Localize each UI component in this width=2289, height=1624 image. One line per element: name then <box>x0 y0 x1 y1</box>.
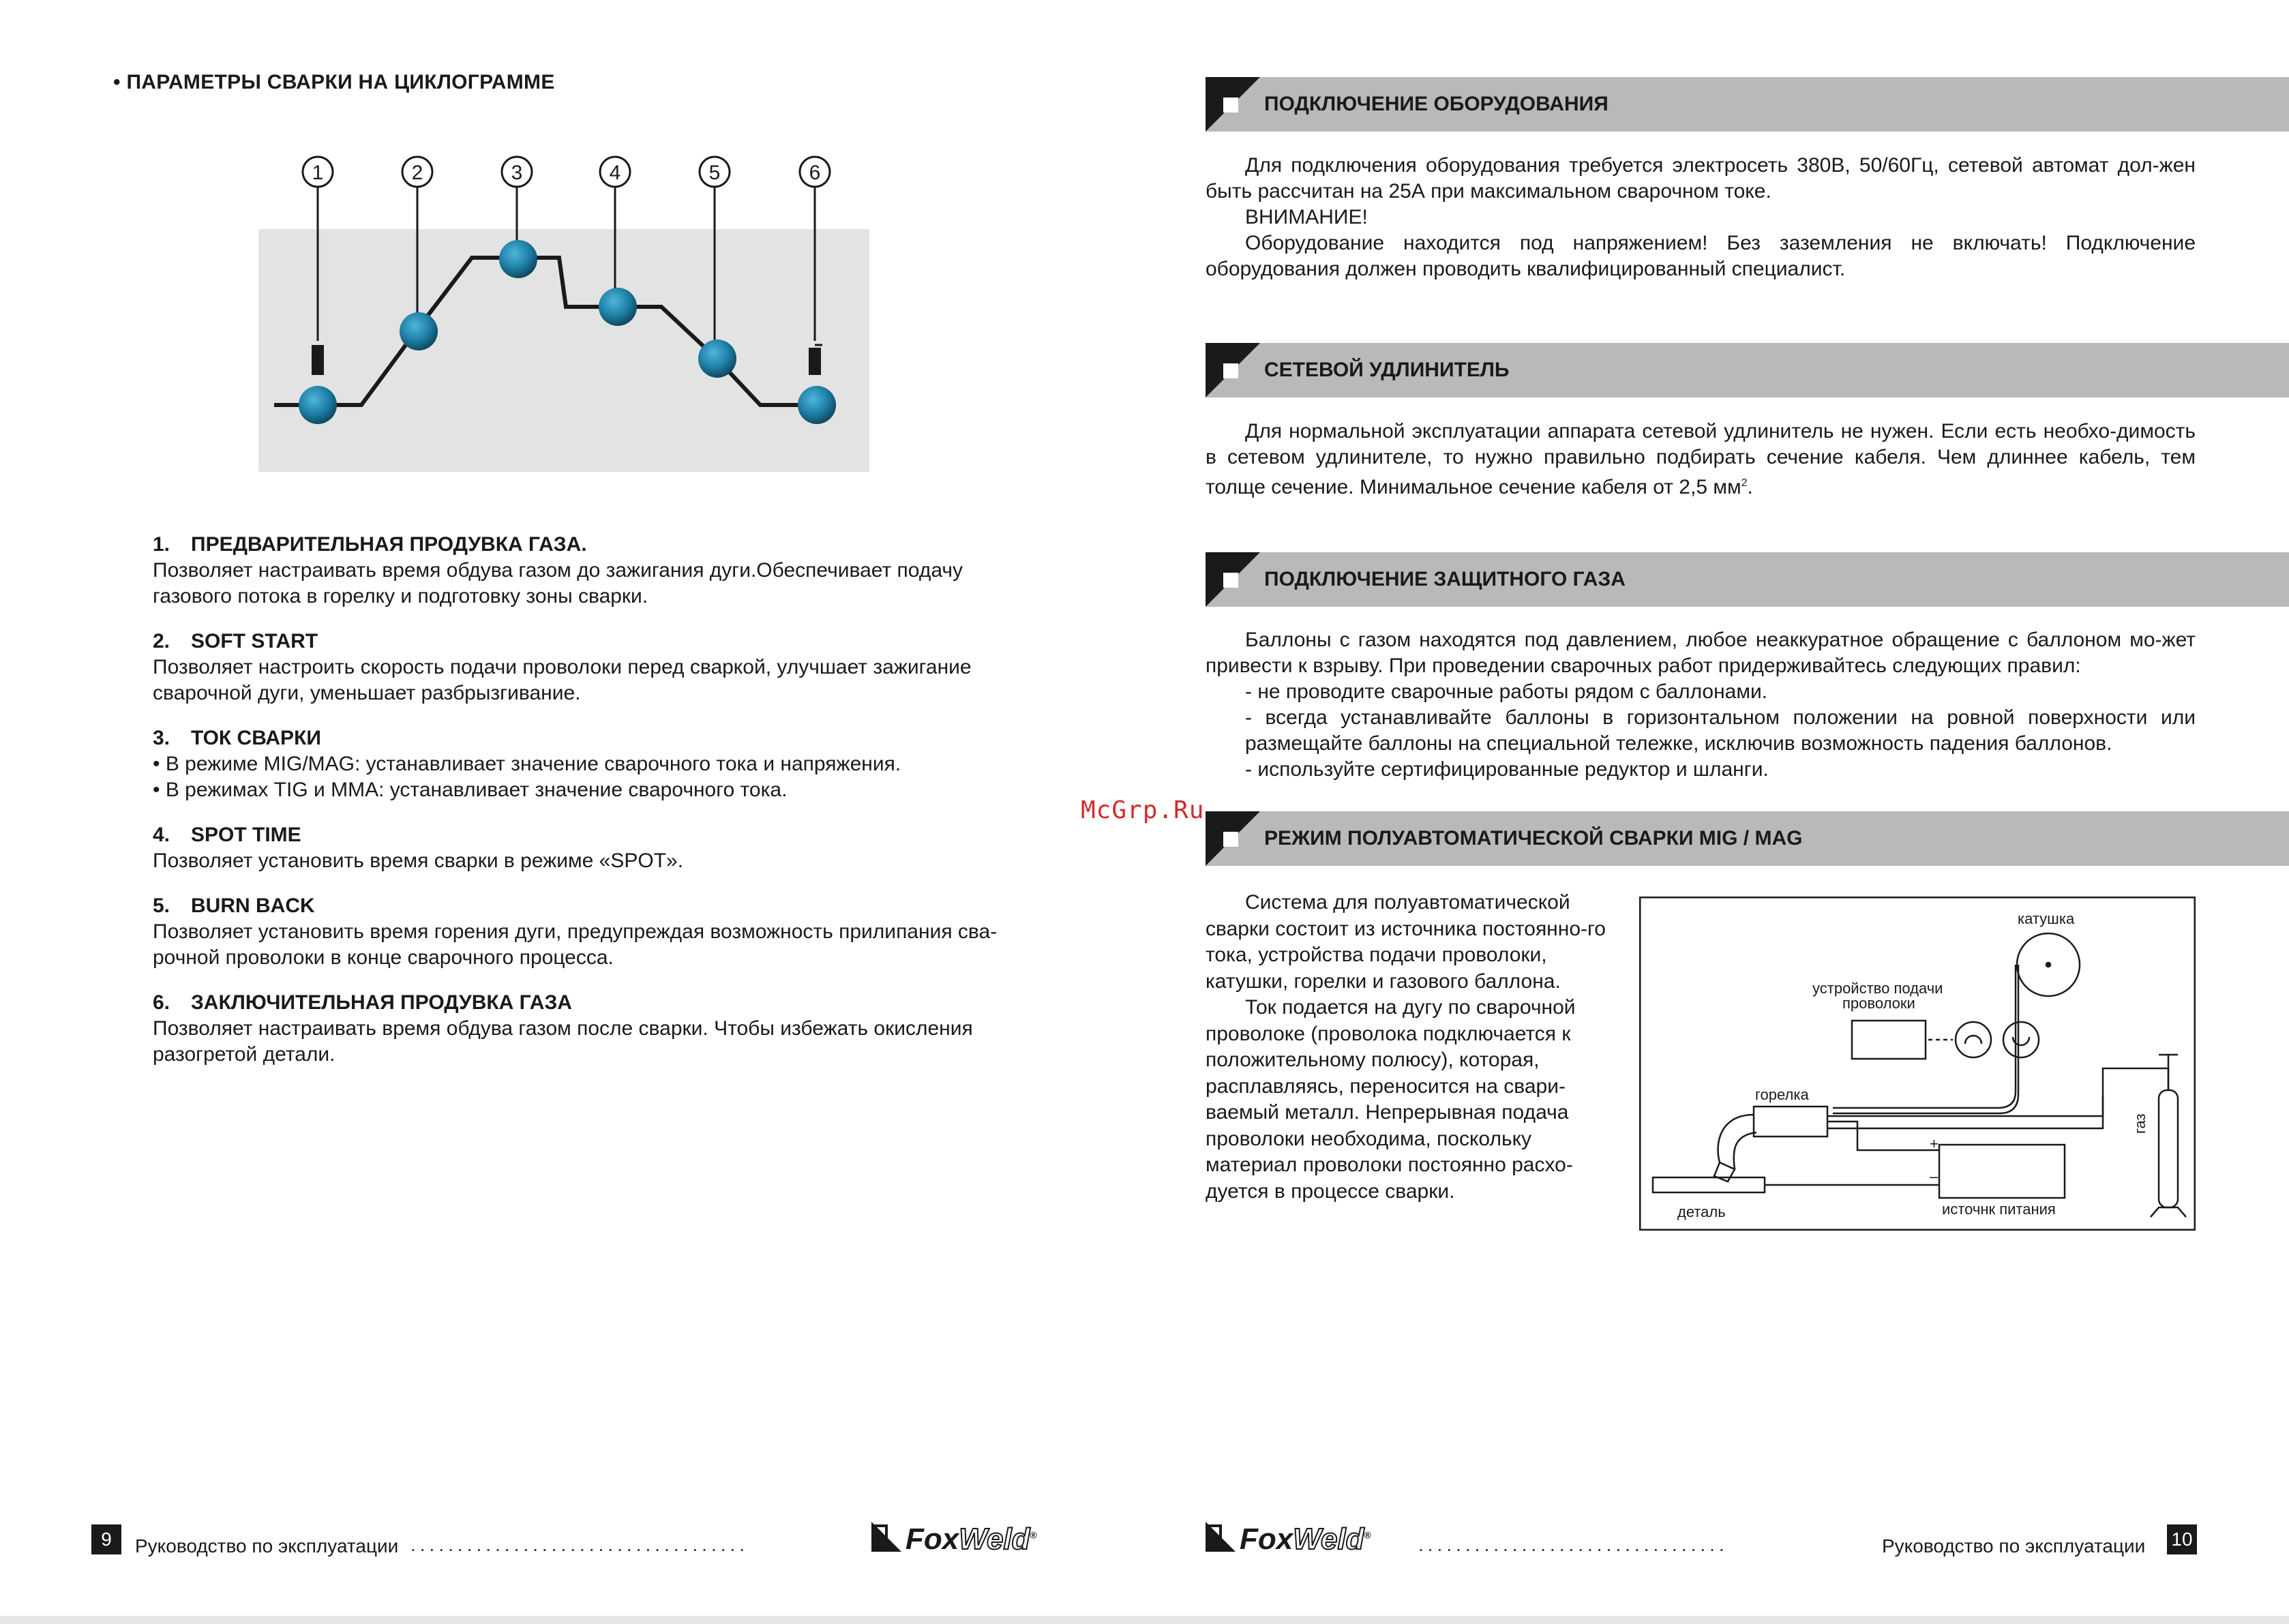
phase-marker-3 <box>499 240 537 278</box>
mig-text: Система для полуавтоматической сварки состоит из источника постоянно-го тока, устройства подачи проволоки, катушки, горелки и газового баллона. Ток подается на дугу по сварочной проволоке (проволока подключается к положительному полюсу), которая, расплавляясь, переносится на свари-ваемый металл. Непрерывная подача проволоки необходима, поскольку материал проволоки постоянно расхо-дуется в процессе сварки. <box>1206 891 1606 1203</box>
watermark: McGrp.Ru <box>1081 796 1205 824</box>
label-spool: катушка <box>2018 910 2075 927</box>
extension-text: Для нормальной эксплуатации аппарата сетевой удлинитель не нужен. Если есть необхо-димость в сетевом удлинителе, то нужно правильно подбирать сечение кабеля. Чем длиннее кабель, тем толще сечение. Минимальное сечение кабеля от 2,5 $мм^2$. <box>1206 420 2196 498</box>
label-torch: горелка <box>1755 1086 1809 1103</box>
label-feeder: проволоки <box>1842 995 1915 1012</box>
section-bar-mig <box>1206 811 2289 866</box>
bottom-rule <box>0 1616 2289 1624</box>
list-item: 2. SOFT START Позволяет настроить скорость подачи проволоки перед сваркой, улучшает зажигание сварочной дуги, уменьшает разбрызгивание. <box>153 630 972 704</box>
label-minus: – <box>1930 1168 1939 1185</box>
label-workpiece: деталь <box>1677 1203 1726 1220</box>
item-title: ЗАКЛЮЧИТЕЛЬНАЯ ПРОДУВКА ГАЗА <box>191 991 572 1014</box>
section-title: СЕТЕВОЙ УДЛИНИТЕЛЬ <box>1264 359 1510 381</box>
cyclogram-label-1: 1 <box>312 162 324 184</box>
gas-valve-icon <box>312 345 324 375</box>
list-item: - всегда устанавливайте баллоны в горизонтальном положении на ровной поверхности или размещайте баллоны на специальной тележке, исключив возможность падения баллонов. <box>1245 706 2196 755</box>
footer-text-right: Руководство по эксплуатации <box>1882 1535 2146 1557</box>
mig-welding-scheme <box>1639 897 2196 1231</box>
footer-dots-right: ................................. <box>1418 1534 1729 1555</box>
foxweld-logo-icon <box>1206 1522 1236 1552</box>
item-title: ТОК СВАРКИ <box>191 727 321 749</box>
cyclogram-label-6: 6 <box>809 162 821 184</box>
footer-text-left: Руководство по эксплуатации <box>135 1535 399 1557</box>
section-title: ПОДКЛЮЧЕНИЕ ОБОРУДОВАНИЯ <box>1264 93 1609 115</box>
item-title: SOFT START <box>191 630 318 652</box>
warning-label: ВНИМАНИЕ! <box>1245 206 1368 228</box>
label-plus: + <box>1930 1135 1939 1152</box>
label-gas: газ <box>2131 1113 2149 1134</box>
section-bar-gas <box>1206 552 2289 607</box>
list-item: - используйте сертифицированные редуктор и шланги. <box>1245 758 1769 781</box>
foxweld-logo-left: FoxWeld® <box>871 1522 1037 1557</box>
phase-marker-4 <box>599 288 637 326</box>
section-title: ПОДКЛЮЧЕНИЕ ЗАЩИТНОГО ГАЗА <box>1264 568 1626 590</box>
footer-dots-left: .................................... <box>410 1534 749 1555</box>
section-title: РЕЖИМ ПОЛУАВТОМАТИЧЕСКОЙ СВАРКИ MIG / MAG <box>1264 827 1803 849</box>
list-item: - не проводите сварочные работы рядом с баллонами. <box>1245 680 1768 703</box>
list-item: 1. ПРЕДВАРИТЕЛЬНАЯ ПРОДУВКА ГАЗА. Позволяет настраивать время обдува газом до зажигания дуги.Обеспечивает подачу газового потока в горелку и подготовку зоны сварки. <box>153 533 963 607</box>
connection-text: Для подключения оборудования требуется электросеть 380В, 50/60Гц, сетевой автомат дол-жен быть рассчитан на 25А при максимальном сварочном токе. ВНИМАНИЕ! Оборудование находится под напряжением! Без заземления не включать! Подключение оборудования должен проводить квалифицированный специалист. <box>1206 154 2196 280</box>
cyclogram-label-4: 4 <box>609 162 621 184</box>
page-number-left: 9 <box>91 1524 121 1554</box>
foxweld-logo-icon <box>871 1522 901 1552</box>
phase-marker-5 <box>698 340 736 378</box>
foxweld-logo-right: FoxWeld® <box>1206 1522 1371 1557</box>
item-title: SPOT TIME <box>191 824 301 846</box>
phase-marker-2 <box>400 312 438 350</box>
list-item: 5. BURN BACK Позволяет установить время горения дуги, предупреждая возможность прилипания сва- рочной проволоки в конце сварочного процесса. <box>153 894 998 969</box>
list-item: 6. ЗАКЛЮЧИТЕЛЬНАЯ ПРОДУВКА ГАЗА Позволяет настраивать время обдува газом после сварки. Чтобы избежать окисления разогретой детали. <box>153 991 973 1066</box>
phase-marker-6 <box>798 386 836 424</box>
cyclogram-label-3: 3 <box>511 162 523 184</box>
section-bar-extension <box>1206 343 2289 397</box>
phase-marker-1 <box>299 386 337 424</box>
gas-text: Баллоны с газом находятся под давлением, любое неаккуратное обращение с баллоном мо-жет привести к взрыву. При проведении сварочных работ придерживайтесь следующих правил: - не проводите сварочные работы рядом с баллонами. - всегда устанавливайте баллоны в горизонтальном положении на ровной поверхности или размещайте баллоны на специальной тележке, исключив возможность падения баллонов. - используйте сертифицированные редуктор и шланги. <box>1206 627 2196 783</box>
page-number-right: 10 <box>2167 1524 2197 1554</box>
item-title: ПРЕДВАРИТЕЛЬНАЯ ПРОДУВКА ГАЗА. <box>191 533 587 556</box>
cyclogram-label-5: 5 <box>708 162 721 184</box>
cyclogram-label-2: 2 <box>411 162 423 184</box>
list-item: 4. SPOT TIME Позволяет установить время сварки в режиме «SPOT». <box>153 824 684 872</box>
cyclogram-diagram <box>252 143 880 484</box>
item-title: BURN BACK <box>191 894 315 917</box>
parameter-list <box>153 532 1080 1087</box>
section-bar-connection <box>1206 77 2289 132</box>
section-title-cyclogram: • ПАРАМЕТРЫ СВАРКИ НА ЦИКЛОГРАММЕ <box>113 71 555 93</box>
list-item: 3. ТОК СВАРКИ • В режиме MIG/MAG: устанавливает значение сварочного тока и напряжения. • В режимах TIG и MMA: устанавливает значение сварочного тока. <box>153 727 901 801</box>
label-power: источнк питания <box>1942 1201 2056 1218</box>
label-feeder: устройство подачи <box>1812 980 1943 997</box>
cyclogram-background <box>258 229 869 472</box>
gas-valve-icon <box>809 348 821 375</box>
